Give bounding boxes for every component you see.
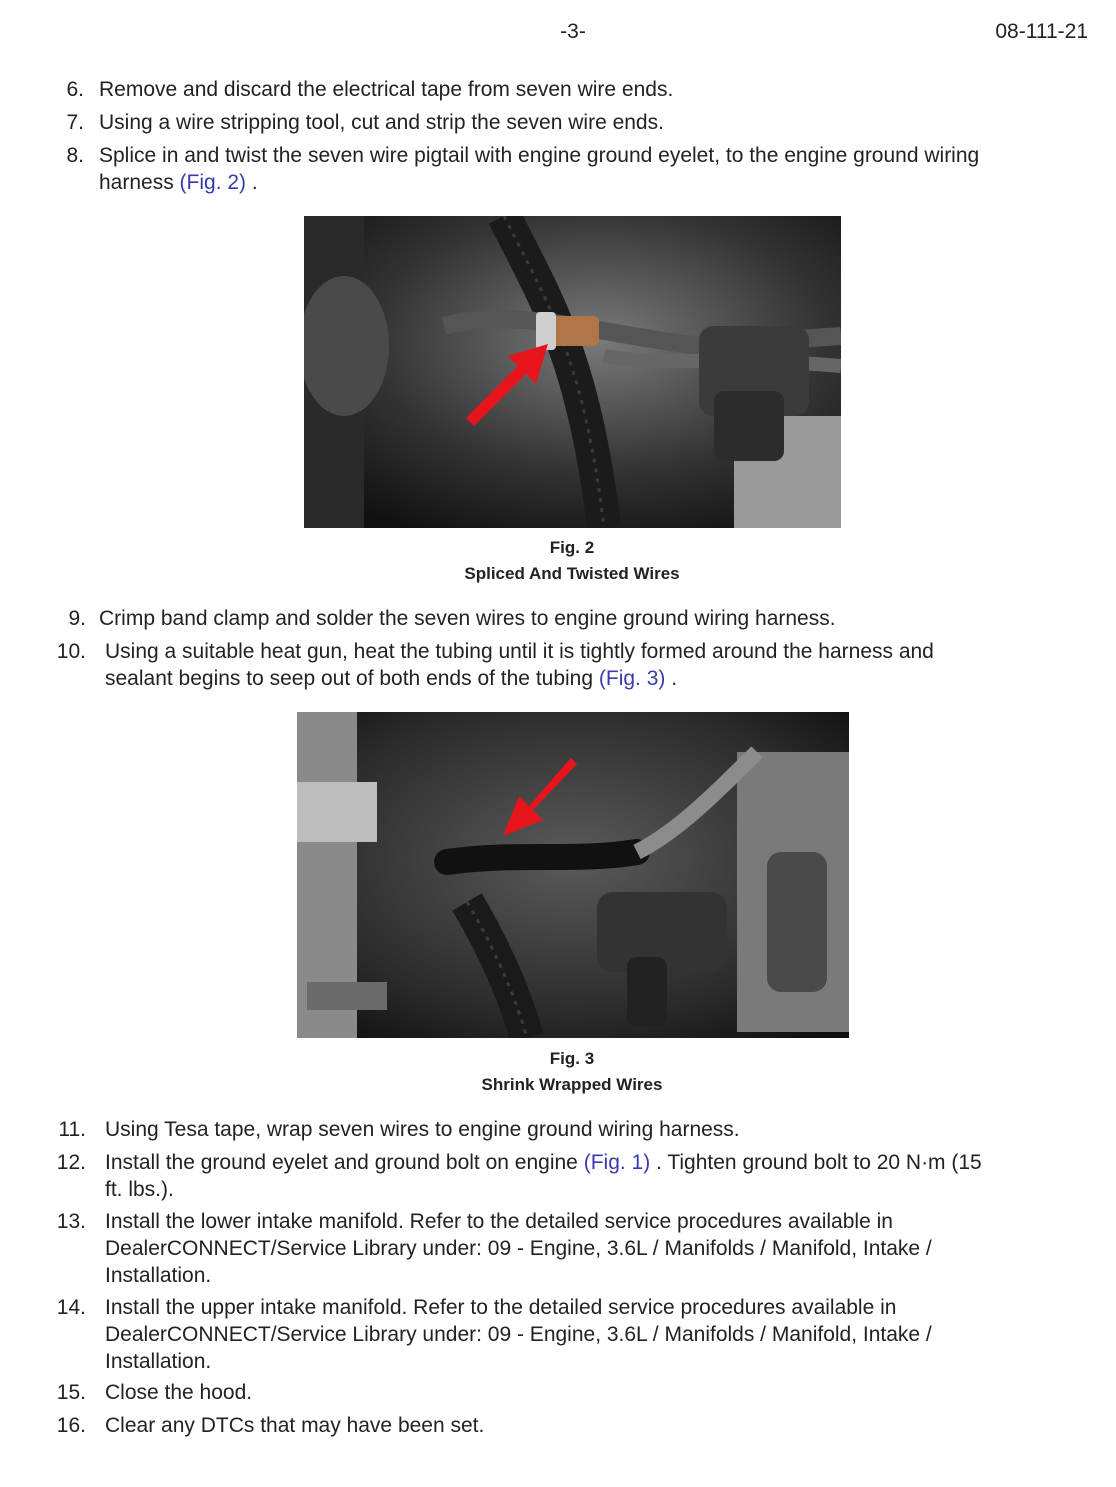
step-11 <box>56 1116 1096 1143</box>
step-number: 16. <box>56 1414 86 1437</box>
step-text: Clear any DTCs that may have been set. <box>105 1414 485 1437</box>
step-number: 7. <box>66 111 84 134</box>
step-number: 8. <box>66 144 84 167</box>
step-text: Installation. <box>105 1264 212 1287</box>
step-text: Using a wire stripping tool, cut and strip the seven wire ends. <box>99 111 664 134</box>
fig-3-link[interactable]: (Fig. 3) <box>598 667 666 690</box>
step-text: . Tighten ground bolt to 20 N·m (15 <box>650 1151 982 1174</box>
step-text: Install the upper intake manifold. Refer to the detailed service procedures available in <box>105 1296 897 1319</box>
step-15 <box>56 1379 1096 1406</box>
fig-1-link[interactable]: (Fig. 1) <box>583 1151 651 1174</box>
step-text: Installation. <box>105 1350 212 1373</box>
step-text: Remove and discard the electrical tape from seven wire ends. <box>99 78 674 101</box>
step-text: Using Tesa tape, wrap seven wires to engine ground wiring harness. <box>105 1118 740 1141</box>
step-text: harness <box>99 171 180 194</box>
step-8: 8. Splice in and twist the seven wire pigtail with engine ground eyelet, to the engine ground wiring harness (Fig. 2) . <box>62 142 1092 196</box>
fig-2-title: Spliced And Twisted Wires <box>464 564 680 583</box>
page-number: -3- <box>560 20 586 43</box>
step-text: Install the ground eyelet and ground bolt on engine <box>105 1151 584 1174</box>
step-text: ft. lbs.). <box>105 1178 174 1201</box>
bulletin-id: 08-111-21 <box>995 20 1088 43</box>
step-text: Install the lower intake manifold. Refer to the detailed service procedures available in <box>105 1210 893 1233</box>
step-7 <box>62 109 1092 136</box>
step-number: 9. <box>68 607 86 630</box>
step-6 <box>62 76 1092 103</box>
step-number: 15. <box>56 1381 86 1404</box>
step-9 <box>56 605 1096 632</box>
step-number: 13. <box>56 1210 86 1233</box>
fig-2-photo <box>304 216 841 528</box>
step-text: sealant begins to seep out of both ends of the tubing <box>105 667 599 690</box>
step-number: 12. <box>56 1151 86 1174</box>
step-text: Crimp band clamp and solder the seven wires to engine ground wiring harness. <box>99 607 836 630</box>
fig-3-title: Shrink Wrapped Wires <box>481 1075 663 1094</box>
fig-2-label: Fig. 2 <box>549 538 595 557</box>
step-number: 6. <box>66 78 84 101</box>
step-16 <box>56 1412 1096 1439</box>
step-text: Using a suitable heat gun, heat the tubing until it is tightly formed around the harness and <box>105 640 934 663</box>
fig-3-label: Fig. 3 <box>549 1049 595 1068</box>
step-number: 11. <box>58 1118 86 1141</box>
step-text: Splice in and twist the seven wire pigtail with engine ground eyelet, to the engine ground wiring <box>99 144 980 167</box>
step-text: DealerCONNECT/Service Library under: 09 - Engine, 3.6L / Manifolds / Manifold, Intake / <box>105 1237 932 1260</box>
step-text: DealerCONNECT/Service Library under: 09 - Engine, 3.6L / Manifolds / Manifold, Intake / <box>105 1323 932 1346</box>
step-number: 10. <box>56 640 86 663</box>
fig-3-photo <box>297 712 849 1038</box>
step-14 <box>56 1294 1096 1375</box>
step-12 <box>56 1149 1096 1203</box>
step-10: 10. Using a suitable heat gun, heat the tubing until it is tightly formed around the harness and sealant begins to seep out of both ends of the tubing (Fig. 3) . <box>56 640 934 690</box>
step-13 <box>56 1208 1096 1289</box>
step-number: 14. <box>56 1296 86 1319</box>
step-text: Close the hood. <box>105 1381 253 1404</box>
fig-2-link[interactable]: (Fig. 2) <box>179 171 247 194</box>
